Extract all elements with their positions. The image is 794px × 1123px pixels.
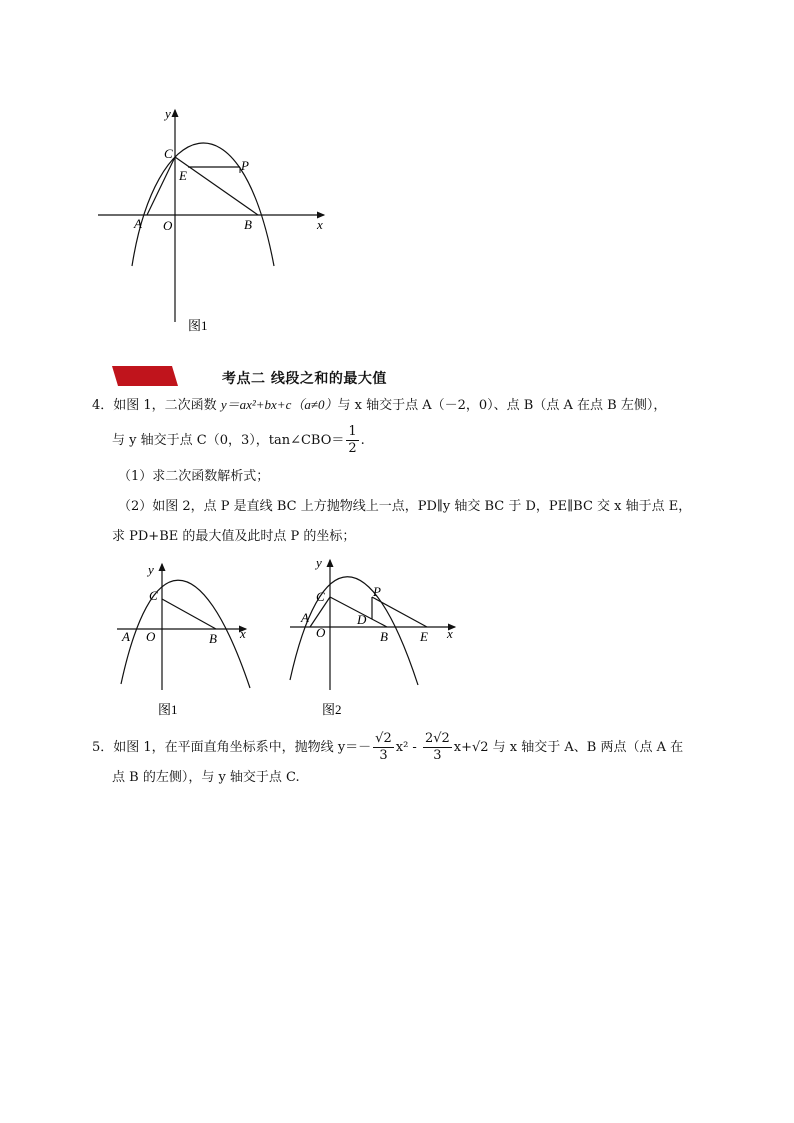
problem4-function: y＝ax²+bx+c（a≠0）: [220, 397, 338, 412]
parabola: [290, 577, 418, 685]
tan-fraction: [346, 424, 358, 457]
label-A: A: [301, 610, 309, 625]
label-O: O: [146, 629, 156, 644]
segment-CB: [162, 599, 216, 629]
label-E: E: [420, 629, 428, 644]
problem5-line2: 点 B 的左侧），与 y 轴交于点 C.: [112, 770, 300, 785]
label-E: E: [179, 168, 187, 183]
problem4-line2: [112, 424, 365, 457]
label-y: y: [148, 562, 154, 577]
label-P: P: [373, 584, 381, 599]
tan-denominator: 2: [348, 441, 357, 456]
problem5-number: 5．: [92, 740, 114, 755]
section-banner-shape: [108, 364, 182, 388]
label-y: y: [165, 106, 171, 121]
figure-caption: 图1: [188, 318, 208, 333]
problem4-line1: [92, 395, 666, 416]
problem4-line2-a: 与 y 轴交于点 C（0，3），tan∠CBO＝: [112, 433, 345, 448]
label-B: B: [244, 217, 252, 232]
label-O: O: [316, 625, 326, 640]
coef2-numerator: 2√2: [424, 731, 450, 746]
problem4-figure2: [285, 552, 460, 724]
label-x: x: [447, 626, 453, 641]
problem4-line1-b: 与 x 轴交于点 A（－2，0）、点 B（点 A 在点 B 左侧），: [337, 398, 667, 413]
label-x: x: [240, 626, 246, 641]
problem4-q1: （1）求二次函数解析式；: [118, 469, 270, 484]
label-C: C: [149, 588, 158, 603]
label-C: C: [164, 146, 173, 161]
label-x: x: [317, 217, 323, 232]
label-B: B: [209, 631, 217, 646]
problem5-mid2: x+√2 与 x 轴交于 A、B 两点（点 A 在: [453, 740, 684, 755]
label-y: y: [316, 555, 322, 570]
problem4-q2-line1: （2）如图 2，点 P 是直线 BC 上方抛物线上一点，PD∥y 轴交 BC 于 D，PE∥BC 交 x 轴于点 E，: [118, 499, 692, 514]
problem4-q2-line2: 求 PD+BE 的最大值及此时点 P 的坐标；: [112, 529, 356, 544]
label-A: A: [134, 216, 142, 231]
coef2-fraction: [423, 731, 452, 764]
section-title: 考点二 线段之和的最大值: [222, 371, 387, 387]
label-C: C: [316, 589, 325, 604]
problem4-line1-a: 如图 1，二次函数: [113, 398, 221, 413]
problem5-mid1: x² -: [395, 740, 421, 755]
label-P: P: [241, 158, 249, 173]
problem4-number: 4．: [92, 398, 114, 413]
segment-AC: [147, 157, 175, 215]
coef1-denominator: 3: [379, 748, 388, 763]
figure-top: [90, 100, 340, 340]
problem5-line1-a: 如图 1，在平面直角坐标系中，抛物线 y＝－: [113, 740, 372, 755]
segment-PE: [372, 597, 427, 627]
coef1-fraction: [373, 731, 394, 764]
label-O: O: [163, 218, 173, 233]
label-A: A: [122, 629, 130, 644]
parabola: [132, 143, 274, 266]
coef2-denominator: 3: [433, 748, 442, 763]
tan-numerator: 1: [348, 424, 357, 439]
problem5-line1: [92, 731, 683, 764]
coef1-numerator: √2: [375, 731, 392, 746]
problem4-line2-end: .: [360, 433, 365, 448]
figure-caption: 图2: [322, 702, 342, 717]
label-D: D: [357, 612, 367, 627]
parabola: [121, 580, 250, 688]
figure-caption: 图1: [158, 702, 178, 717]
label-B: B: [380, 629, 388, 644]
problem4-figure1: [110, 555, 260, 725]
